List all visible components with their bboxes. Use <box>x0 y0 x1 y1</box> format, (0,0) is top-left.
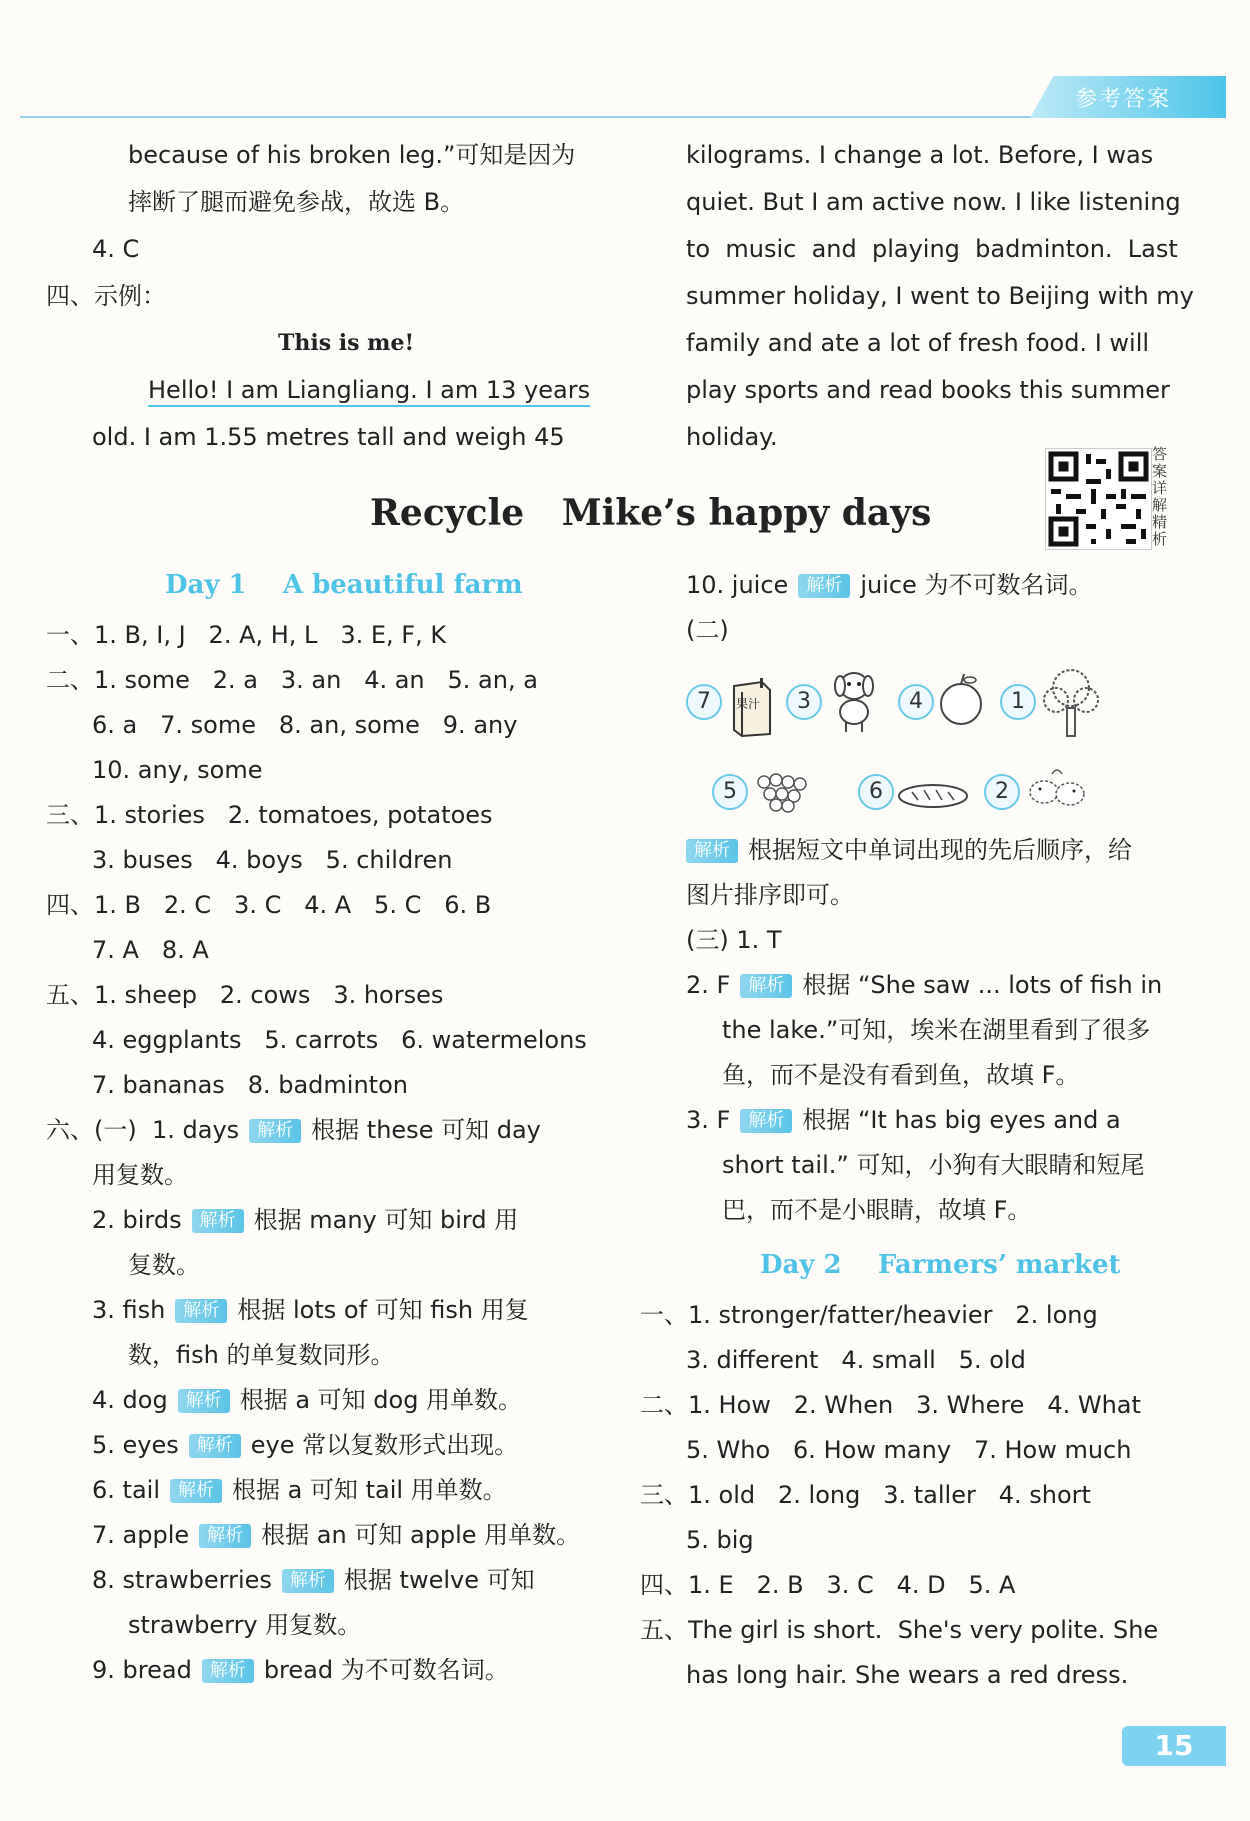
answer-text: 10. juice <box>686 571 789 599</box>
note-text: the lake.”可知，埃米在湖里看到了很多 <box>722 1016 1151 1044</box>
answer-with-note <box>46 1115 541 1145</box>
answer-line: 三、1. stories 2. tomatoes, potatoes <box>46 801 493 829</box>
answer-text: 2. F <box>686 971 731 999</box>
apple-image <box>936 672 986 732</box>
answer-with-note <box>92 1295 529 1325</box>
answer-with-note <box>92 1205 518 1235</box>
answer-with-note <box>92 1385 522 1415</box>
note-text: short tail.” 可知，小狗有大眼睛和短尾 <box>722 1151 1145 1179</box>
answer-line: has long hair. She wears a red dress. <box>686 1661 1129 1689</box>
note-text: 根据 these 可知 day <box>311 1116 541 1144</box>
answer-line: 5. Who 6. How many 7. How much <box>686 1436 1132 1464</box>
order-number: 5 <box>712 774 748 810</box>
analysis-badge: 解析 <box>282 1569 334 1593</box>
order-number: 4 <box>898 684 934 720</box>
analysis-badge: 解析 <box>740 1109 792 1133</box>
essay-line: to music and playing badminton. Last <box>686 235 1178 263</box>
juice-label: 果汁 <box>736 697 761 711</box>
analysis-badge: 解析 <box>175 1299 227 1323</box>
note-text: 根据 a 可知 tail 用单数。 <box>231 1476 507 1504</box>
answer-line: 7. A 8. A <box>92 936 209 964</box>
answer-with-note <box>686 970 1162 1000</box>
essay-line: quiet. But I am active now. I like listening <box>686 188 1181 216</box>
note-text: 鱼，而不是没有看到鱼，故填 F。 <box>722 1061 1080 1089</box>
answer-line: 3. different 4. small 5. old <box>686 1346 1026 1374</box>
bread-image <box>896 780 970 814</box>
day1-title: Day 1 A beautiful farm <box>165 570 523 600</box>
answer-line: 4. eggplants 5. carrots 6. watermelons <box>92 1026 587 1054</box>
note-text: 复数。 <box>128 1251 200 1279</box>
essay-title: This is me! <box>278 330 415 356</box>
answer-line: 二、1. some 2. a 3. an 4. an 5. an, a <box>46 666 538 694</box>
qr-label: 答案详解精析 <box>1152 445 1168 548</box>
note-text: 根据短文中单词出现的先后顺序，给 <box>748 836 1132 864</box>
qr-code[interactable] <box>1045 448 1152 550</box>
note-with-badge <box>686 835 1132 865</box>
note-text: 根据 “She saw ... lots of fish in <box>802 971 1163 999</box>
answer-text: 2. birds <box>92 1206 182 1234</box>
essay-line: family and ate a lot of fresh food. I will <box>686 329 1150 357</box>
juice-box-image <box>726 678 776 742</box>
answer-with-note <box>686 1105 1121 1135</box>
answer-line: 3. buses 4. boys 5. children <box>92 846 453 874</box>
answer-with-note <box>92 1475 507 1505</box>
essay-line: play sports and read books this summer <box>686 376 1170 404</box>
answer-line: 五、1. sheep 2. cows 3. horses <box>46 981 444 1009</box>
note-text: 巴，而不是小眼睛，故填 F。 <box>722 1196 1032 1224</box>
answer-with-note <box>92 1655 509 1685</box>
order-number: 2 <box>984 774 1020 810</box>
answer-line: 一、1. B, I, J 2. A, H, L 3. E, F, K <box>46 621 447 649</box>
order-number: 6 <box>858 774 894 810</box>
analysis-badge: 解析 <box>202 1659 254 1683</box>
answer-line: 四、1. B 2. C 3. C 4. A 5. C 6. B <box>46 891 492 919</box>
note-text: 根据 lots of 可知 fish 用复 <box>237 1296 529 1324</box>
analysis-badge: 解析 <box>199 1524 251 1548</box>
page-number: 15 <box>1122 1726 1226 1766</box>
answer-line: 三、1. old 2. long 3. taller 4. short <box>640 1481 1091 1509</box>
analysis-badge: 解析 <box>192 1209 244 1233</box>
answer-with-note <box>686 570 1092 600</box>
note-text: 根据 an 可知 apple 用单数。 <box>261 1521 581 1549</box>
analysis-badge: 解析 <box>740 974 792 998</box>
text-line: 摔断了腿而避免参战，故选 B。 <box>128 188 465 216</box>
answer-text: 3. F <box>686 1106 731 1134</box>
note-text: 根据 a 可知 dog 用单数。 <box>239 1386 523 1414</box>
text-line: because of his broken leg.”可知是因为 <box>128 141 576 169</box>
essay-line: kilograms. I change a lot. Before, I was <box>686 141 1154 169</box>
answer-line: 10. any, some <box>92 756 263 784</box>
analysis-badge: 解析 <box>170 1479 222 1503</box>
tree-image <box>1038 664 1104 744</box>
note-text: 根据 many 可知 bird 用 <box>253 1206 519 1234</box>
answer-text: 9. bread <box>92 1656 192 1684</box>
answer-text: 5. eyes <box>92 1431 179 1459</box>
analysis-badge: 解析 <box>249 1119 301 1143</box>
answer-with-note <box>92 1520 580 1550</box>
note-text: juice 为不可数名词。 <box>860 571 1093 599</box>
text-line: 4. C <box>92 235 140 263</box>
answer-line: 五、The girl is short. She's very polite. She <box>640 1616 1159 1644</box>
essay-line: Hello! I am Liangliang. I am 13 years <box>148 375 590 407</box>
note-text: 图片排序即可。 <box>686 881 854 909</box>
analysis-badge: 解析 <box>798 574 850 598</box>
note-text: bread 为不可数名词。 <box>263 1656 509 1684</box>
answer-line: 6. a 7. some 8. an, some 9. any <box>92 711 518 739</box>
essay-line: summer holiday, I went to Beijing with my <box>686 282 1194 310</box>
order-number: 3 <box>786 684 822 720</box>
answer-text: 3. fish <box>92 1296 166 1324</box>
analysis-badge: 解析 <box>189 1434 241 1458</box>
day2-title: Day 2 Farmers’ market <box>760 1250 1121 1280</box>
answer-line: 一、1. stronger/fatter/heavier 2. long <box>640 1301 1098 1329</box>
answer-line: (三) 1. T <box>686 926 782 954</box>
note-text: 根据 twelve 可知 <box>343 1566 535 1594</box>
answer-line: 5. big <box>686 1526 754 1554</box>
note-text: 数，fish 的单复数同形。 <box>128 1341 395 1369</box>
header-tab-label: 参考答案 <box>1075 87 1172 112</box>
answer-text: 六、(一) 1. days <box>46 1116 240 1144</box>
answer-line: 二、1. How 2. When 3. Where 4. What <box>640 1391 1141 1419</box>
order-number: 7 <box>686 684 722 720</box>
order-number: 1 <box>1000 684 1036 720</box>
note-text: 用复数。 <box>92 1161 188 1189</box>
section-label: 四、示例： <box>46 282 166 310</box>
answer-text: 7. apple <box>92 1521 190 1549</box>
note-text: eye 常以复数形式出现。 <box>250 1431 519 1459</box>
answer-text: 4. dog <box>92 1386 168 1414</box>
answer-with-note <box>92 1430 518 1460</box>
essay-line: old. I am 1.55 metres tall and weigh 45 <box>92 423 565 451</box>
birds-image <box>1022 764 1092 820</box>
analysis-badge: 解析 <box>686 839 738 863</box>
answer-line: 7. bananas 8. badminton <box>92 1071 408 1099</box>
essay-line: holiday. <box>686 423 778 451</box>
grapes-image <box>752 768 812 818</box>
note-text: 根据 “It has big eyes and a <box>802 1106 1121 1134</box>
note-text: strawberry 用复数。 <box>128 1611 362 1639</box>
analysis-badge: 解析 <box>178 1389 230 1413</box>
dog-image <box>824 664 884 738</box>
section-label: (二) <box>686 616 729 644</box>
answer-text: 6. tail <box>92 1476 160 1504</box>
answer-line: 四、1. E 2. B 3. C 4. D 5. A <box>640 1571 1016 1599</box>
answer-with-note <box>92 1565 535 1595</box>
answer-text: 8. strawberries <box>92 1566 272 1594</box>
main-title: Recycle Mike’s happy days <box>370 492 932 534</box>
